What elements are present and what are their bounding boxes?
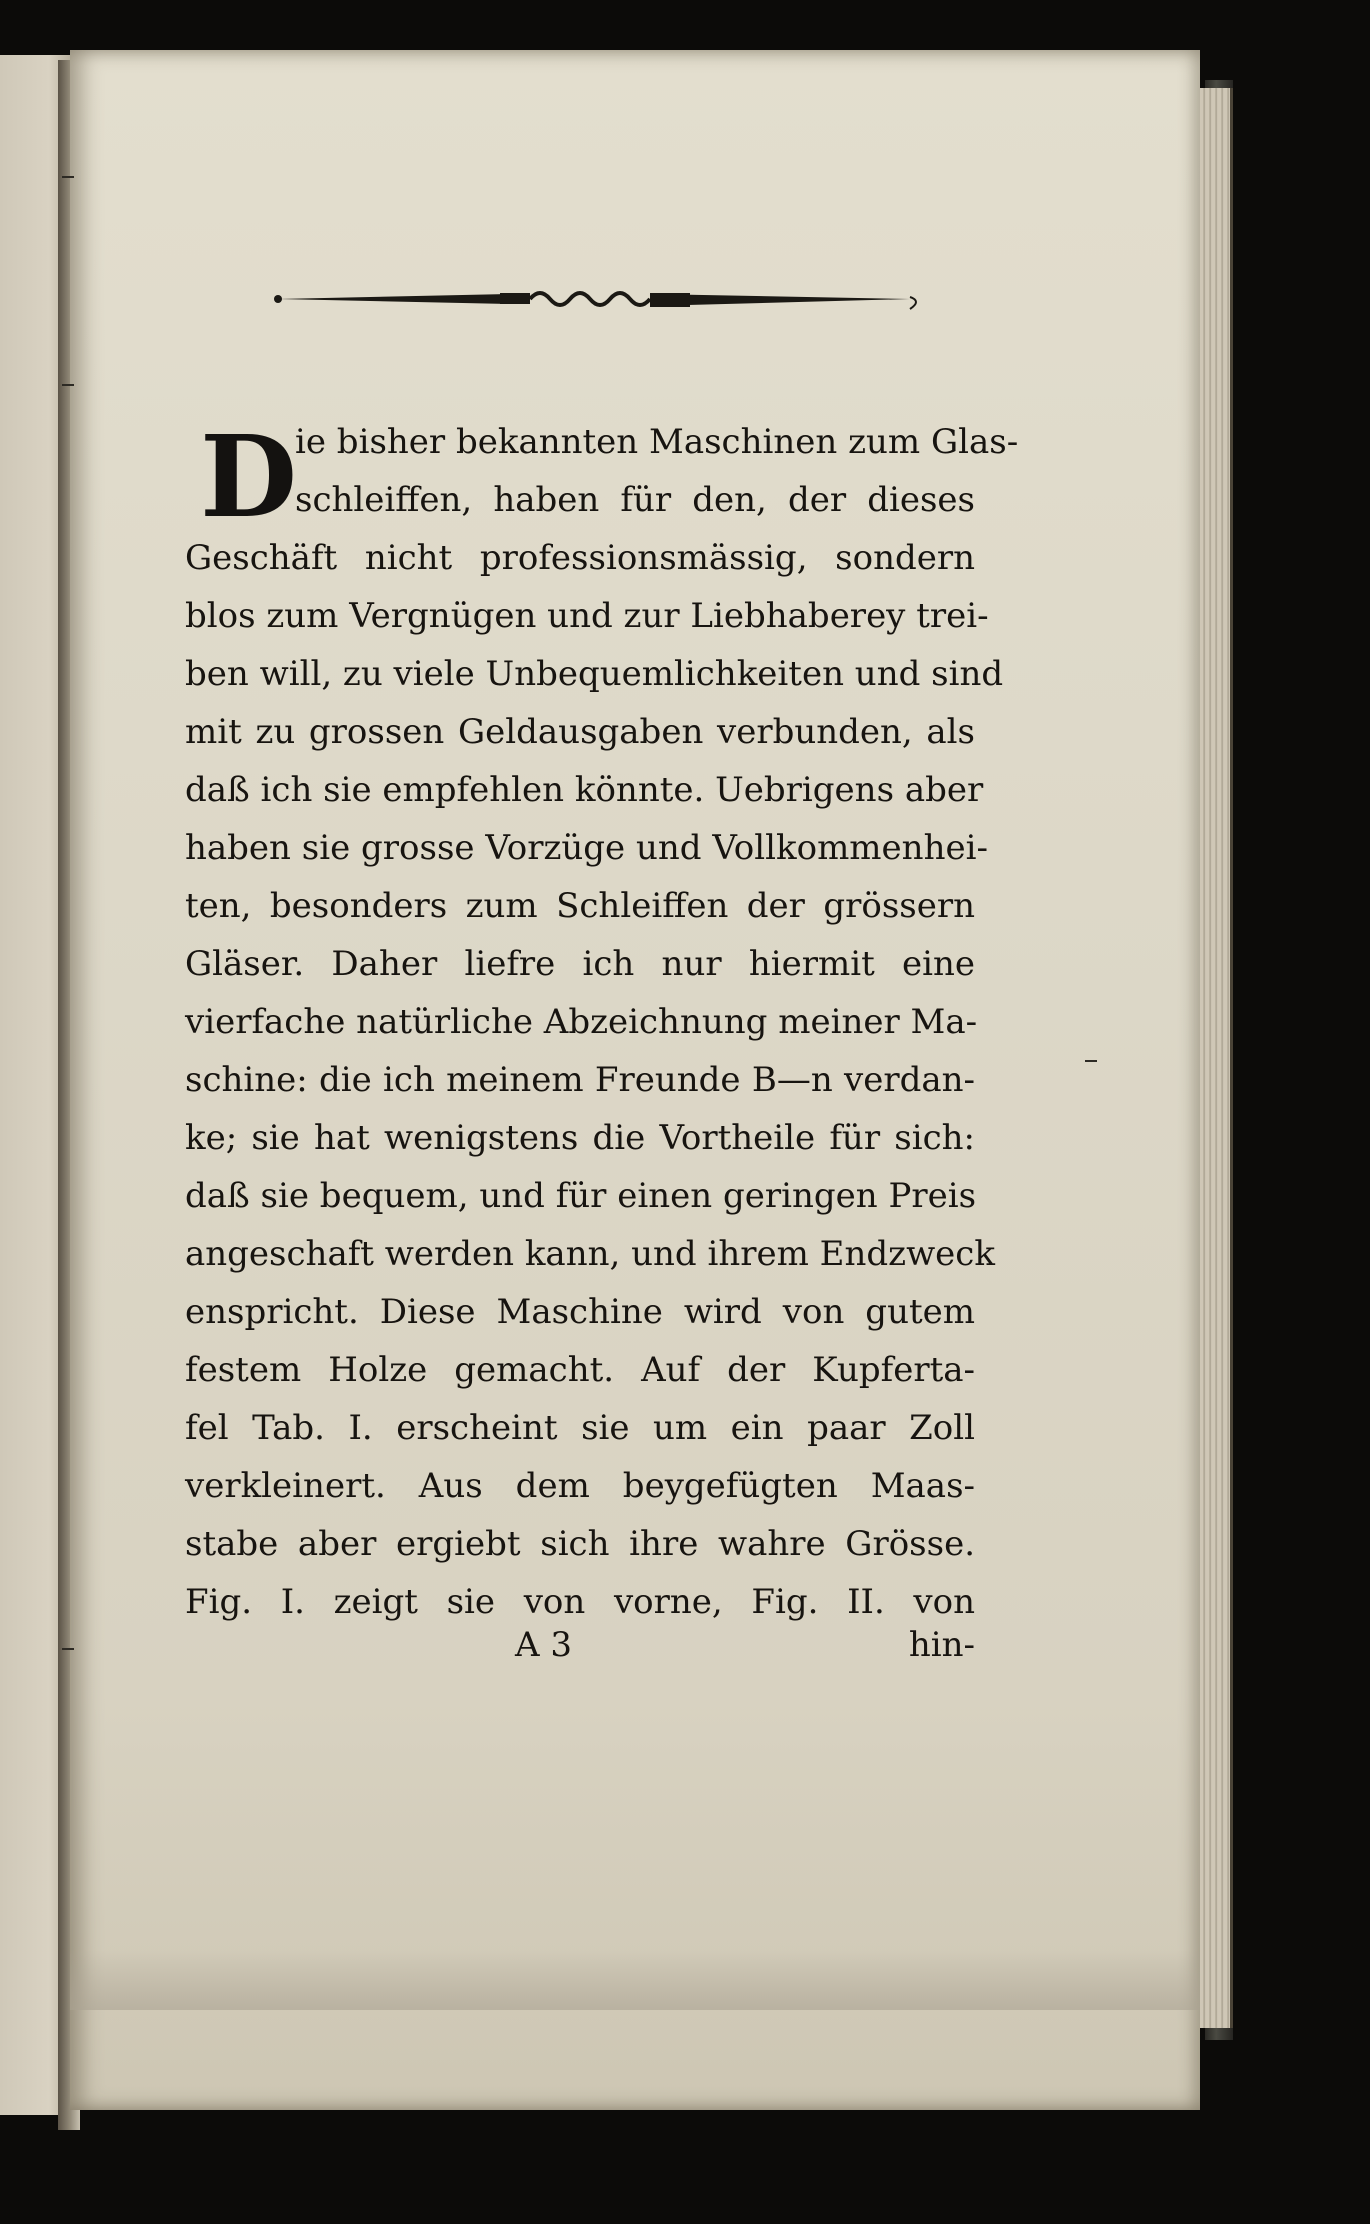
margin-tick bbox=[62, 1648, 74, 1650]
text-line-18: fel Tab. I. erscheint sie um ein paar Zoll bbox=[185, 1408, 975, 1448]
margin-tick bbox=[62, 384, 74, 386]
text-line-13: ke; sie hat wenigstens die Vortheile für sich: bbox=[185, 1118, 975, 1158]
text-line-20: stabe aber ergiebt sich ihre wahre Grösse. bbox=[185, 1524, 975, 1564]
text-line-1: ie bisher bekannten Maschinen zum Glas- bbox=[295, 422, 1019, 462]
text-line-19: verkleinert. Aus dem beygefügten Maas- bbox=[185, 1466, 975, 1506]
text-line-9: ten, besonders zum Schleiffen der grössern bbox=[185, 886, 975, 926]
text-line-21: Fig. I. zeigt sie von vorne, Fig. II. von bbox=[185, 1582, 975, 1622]
catchword: hin- bbox=[908, 1625, 975, 1665]
text-line-17: festem Holze gemacht. Auf der Kupferta- bbox=[185, 1350, 975, 1390]
text-line-16: enspricht. Diese Maschine wird von gutem bbox=[185, 1292, 975, 1332]
text-line-12: schine: die ich meinem Freunde B—n verdan- bbox=[185, 1060, 975, 1100]
head-ornament-rule bbox=[270, 282, 930, 322]
page-bottom-wear bbox=[70, 1950, 1200, 2010]
text-line-6: mit zu grossen Geldausgaben verbunden, als bbox=[185, 712, 975, 752]
margin-tick bbox=[1085, 1060, 1097, 1062]
signature-mark: A 3 bbox=[515, 1625, 572, 1665]
text-line-14: daß sie bequem, und für einen geringen Preis bbox=[185, 1176, 977, 1216]
margin-tick bbox=[62, 176, 74, 178]
text-line-10: Gläser. Daher liefre ich nur hiermit eine bbox=[185, 944, 975, 984]
text-line-15: angeschaft werden kann, und ihrem Endzweck bbox=[185, 1234, 995, 1274]
text-line-11: vierfache natürliche Abzeichnung meiner Ma- bbox=[185, 1002, 978, 1042]
text-line-8: haben sie grosse Vorzüge und Vollkommenhei- bbox=[185, 828, 988, 868]
decorated-initial-D: D bbox=[200, 412, 298, 543]
text-line-5: ben will, zu viele Unbequemlichkeiten und sind bbox=[185, 654, 1004, 694]
page-footer bbox=[185, 1625, 975, 1673]
text-line-4: blos zum Vergnügen und zur Liebhaberey trei- bbox=[185, 596, 989, 636]
text-line-7: daß ich sie empfehlen könnte. Uebrigens aber bbox=[185, 770, 984, 810]
text-line-2: schleiffen, haben für den, der dieses bbox=[295, 480, 975, 520]
text-line-3: Geschäft nicht professionsmässig, sondern bbox=[185, 538, 975, 578]
